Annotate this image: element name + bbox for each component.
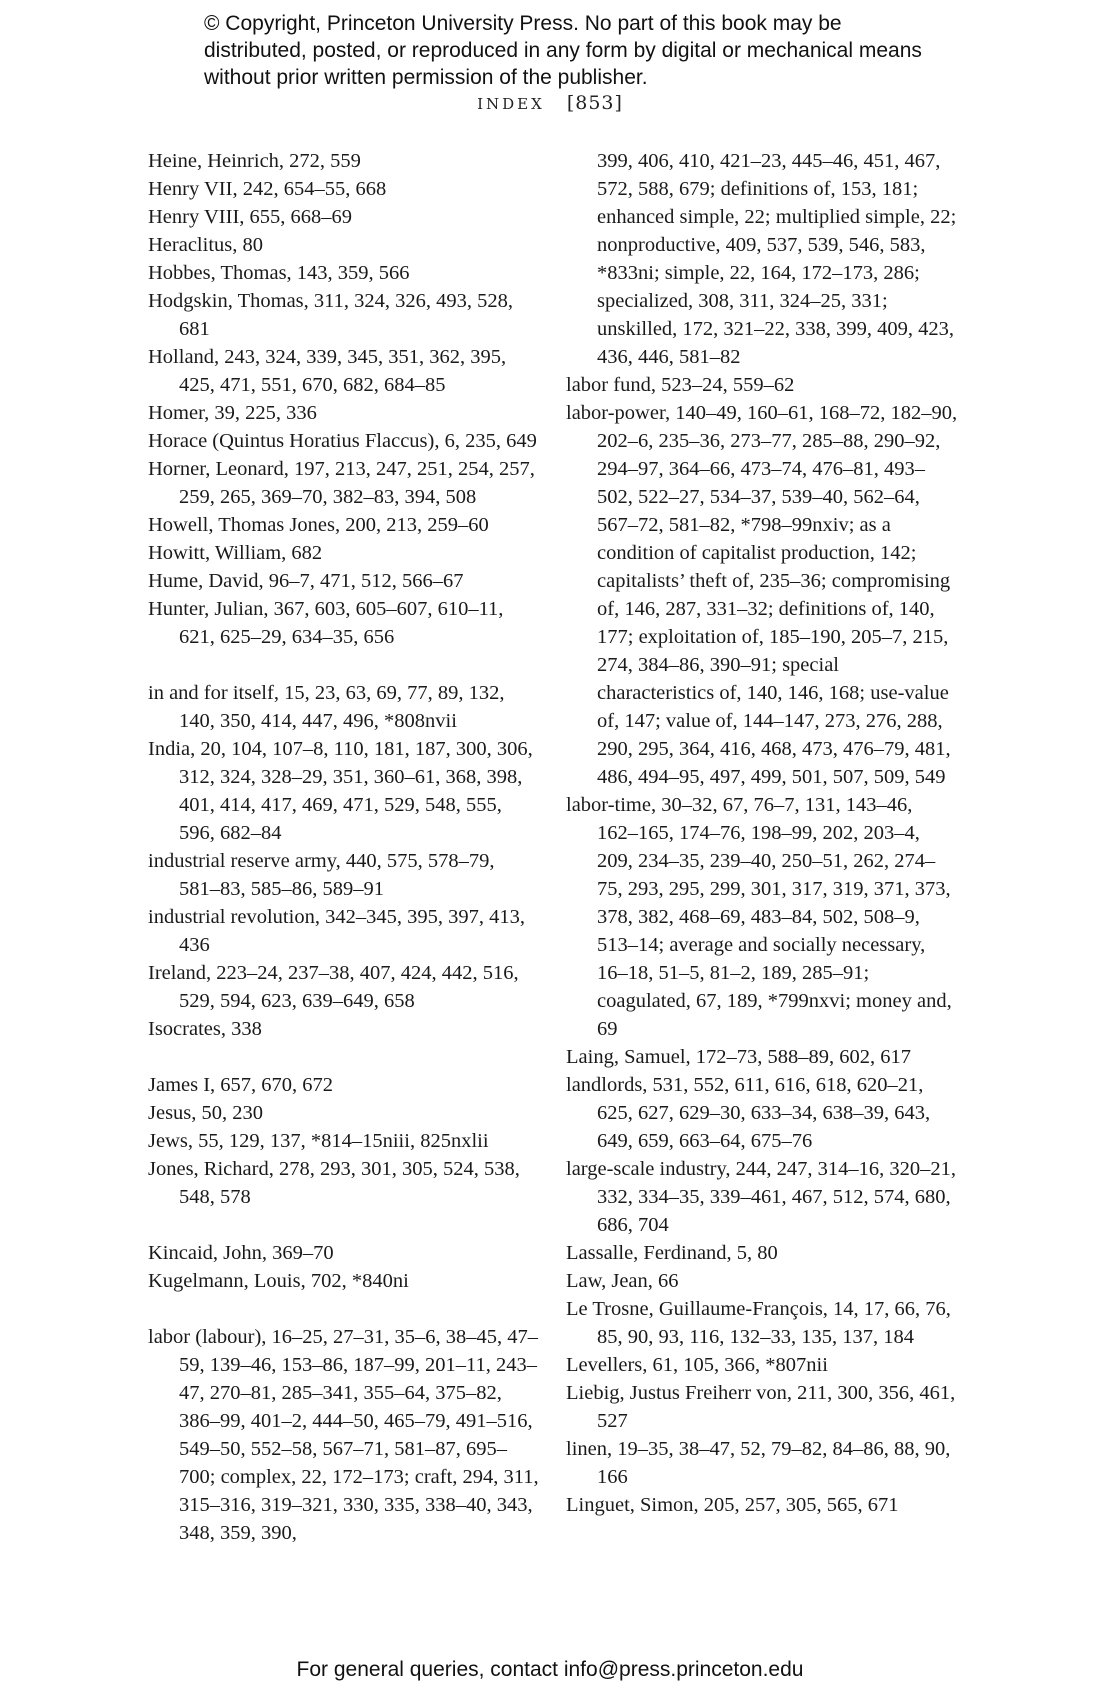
index-entry: Kincaid, John, 369–70 bbox=[148, 1242, 334, 1264]
index-entry: Isocrates, 338 bbox=[148, 1018, 262, 1040]
index-entry: Henry VII, 242, 654–55, 668 bbox=[148, 178, 387, 200]
letter-group-gap bbox=[148, 651, 540, 679]
index-entry: Jones, Richard, 278, 293, 301, 305, 524, 538, 548, 578 bbox=[148, 1158, 520, 1208]
index-entry: Le Trosne, Guillaume-François, 14, 17, 66, 76, 85, 90, 93, 116, 132–33, 135, 137, 184 bbox=[566, 1298, 951, 1348]
index-entry: in and for itself, 15, 23, 63, 69, 77, 89, 132, 140, 350, 414, 447, 496, *808nvii bbox=[148, 682, 505, 732]
index-entry: Hunter, Julian, 367, 603, 605–607, 610–11, 621, 625–29, 634–35, 656 bbox=[148, 598, 504, 648]
index-entry: Howitt, William, 682 bbox=[148, 542, 323, 564]
index-entry: Hobbes, Thomas, 143, 359, 566 bbox=[148, 262, 410, 284]
index-entry: Jews, 55, 129, 137, *814–15niii, 825nxlii bbox=[148, 1130, 489, 1152]
copyright-notice: © Copyright, Princeton University Press. No part of this book may be distributed, posted, or reproduced in any form by digital or mechanical means without prior written permission of the publisher. bbox=[204, 12, 922, 89]
index-entry: labor (labour), 16–25, 27–31, 35–6, 38–45, 47–59, 139–46, 153–86, 187–99, 201–11, 243–47, 270–81, 285–341, 355–64, 375–82, 386–99, 401–2, 444–50, 465–79, 491–516, 549–50, 552–58, 567–71, 581–87, 695–700; complex, 22, 172–173; craft, 294, 311, 315–316, 319–321, 330, 335, 338–40, 343, 348, 359, 390, bbox=[148, 1326, 539, 1544]
index-entry: large-scale industry, 244, 247, 314–16, 320–21, 332, 334–35, 339–461, 467, 512, 574, 680, 686, 704 bbox=[566, 1158, 957, 1236]
index-entry: Linguet, Simon, 205, 257, 305, 565, 671 bbox=[566, 1494, 899, 1516]
index-entry: Ireland, 223–24, 237–38, 407, 424, 442, 516, 529, 594, 623, 639–649, 658 bbox=[148, 962, 519, 1012]
index-entry: India, 20, 104, 107–8, 110, 181, 187, 300, 306, 312, 324, 328–29, 351, 360–61, 368, 398, 401, 414, 417, 469, 471, 529, 548, 555, 596, 682–84 bbox=[148, 738, 533, 844]
contact-footer: For general queries, contact info@press.princeton.edu bbox=[296, 1658, 804, 1681]
index-entry: James I, 657, 670, 672 bbox=[148, 1074, 334, 1096]
index-entry: labor-time, 30–32, 67, 76–7, 131, 143–46, 162–165, 174–76, 198–99, 202, 203–4, 209, 234–35, 239–40, 250–51, 262, 274–75, 293, 295, 299, 301, 317, 319, 371, 373, 378, 382, 468–69, 483–84, 502, 508–9, 513–14; average and socially necessary, 16–18, 51–5, 81–2, 189, 285–91; coagulated, 67, 189, *799nxvi; money and, 69 bbox=[566, 794, 952, 1040]
index-entry: Homer, 39, 225, 336 bbox=[148, 402, 317, 424]
index-entry: Hodgskin, Thomas, 311, 324, 326, 493, 528, 681 bbox=[148, 290, 514, 340]
letter-group-gap bbox=[148, 1211, 540, 1239]
index-entry: Howell, Thomas Jones, 200, 213, 259–60 bbox=[148, 514, 489, 536]
index-entry: landlords, 531, 552, 611, 616, 618, 620–21, 625, 627, 629–30, 633–34, 638–39, 643, 649, 659, 663–64, 675–76 bbox=[566, 1074, 931, 1152]
index-entry: Law, Jean, 66 bbox=[566, 1270, 679, 1292]
index-entry: Levellers, 61, 105, 366, *807nii bbox=[566, 1354, 828, 1376]
index-entry: industrial reserve army, 440, 575, 578–79, 581–83, 585–86, 589–91 bbox=[148, 850, 495, 900]
index-entry: linen, 19–35, 38–47, 52, 79–82, 84–86, 88, 90, 166 bbox=[566, 1438, 951, 1488]
index-entry: Horace (Quintus Horatius Flaccus), 6, 235, 649 bbox=[148, 430, 537, 452]
index-entry: industrial revolution, 342–345, 395, 397, 413, 436 bbox=[148, 906, 525, 956]
index-entry: Henry VIII, 655, 668–69 bbox=[148, 206, 353, 228]
page-number: [853] bbox=[566, 92, 623, 114]
index-entry-continuation: 399, 406, 410, 421–23, 445–46, 451, 467, 572, 588, 679; definitions of, 153, 181; enhanced simple, 22; multiplied simple, 22; nonproductive, 409, 537, 539, 546, 583, *833ni; simple, 22, 164, 172–173, 286; specialized, 308, 311, 324–25, 331; unskilled, 172, 321–22, 338, 399, 409, 423, 436, 446, 581–82 bbox=[597, 150, 957, 368]
index-entry: Hume, David, 96–7, 471, 512, 566–67 bbox=[148, 570, 464, 592]
index-entry: Lassalle, Ferdinand, 5, 80 bbox=[566, 1242, 778, 1264]
running-head bbox=[0, 92, 1100, 114]
index-entry: Heraclitus, 80 bbox=[148, 234, 263, 256]
index-entry: Liebig, Justus Freiherr von, 211, 300, 356, 461, 527 bbox=[566, 1382, 956, 1432]
letter-group-gap bbox=[148, 1295, 540, 1323]
index-entry: Horner, Leonard, 197, 213, 247, 251, 254, 257, 259, 265, 369–70, 382–83, 394, 508 bbox=[148, 458, 535, 508]
index-entry: labor fund, 523–24, 559–62 bbox=[566, 374, 795, 396]
index-entry: Laing, Samuel, 172–73, 588–89, 602, 617 bbox=[566, 1046, 912, 1068]
index-entry: Jesus, 50, 230 bbox=[148, 1102, 264, 1124]
index-entry: Kugelmann, Louis, 702, *840ni bbox=[148, 1270, 409, 1292]
index-entry: labor-power, 140–49, 160–61, 168–72, 182–90, 202–6, 235–36, 273–77, 285–88, 290–92, 294–97, 364–66, 473–74, 476–81, 493–502, 522–27, 534–37, 539–40, 562–64, 567–72, 581–82, *798–99nxiv; as a condition of capitalist production, 142; capitalists’ theft of, 235–36; compromising of, 146, 287, 331–32; definitions of, 140, 177; exploitation of, 185–190, 205–7, 215, 274, 384–86, 390–91; special characteristics of, 140, 146, 168; use-value of, 147; value of, 144–147, 273, 276, 288, 290, 295, 364, 416, 468, 473, 476–79, 481, 486, 494–95, 497, 499, 501, 507, 509, 549 bbox=[566, 402, 958, 788]
index-column-left bbox=[148, 147, 540, 1547]
index-entry: Heine, Heinrich, 272, 559 bbox=[148, 150, 361, 172]
index-entry: Holland, 243, 324, 339, 345, 351, 362, 395, 425, 471, 551, 670, 682, 684–85 bbox=[148, 346, 507, 396]
running-head-label: INDEX bbox=[477, 95, 545, 113]
index-column-right bbox=[566, 147, 958, 1519]
letter-group-gap bbox=[148, 1043, 540, 1071]
